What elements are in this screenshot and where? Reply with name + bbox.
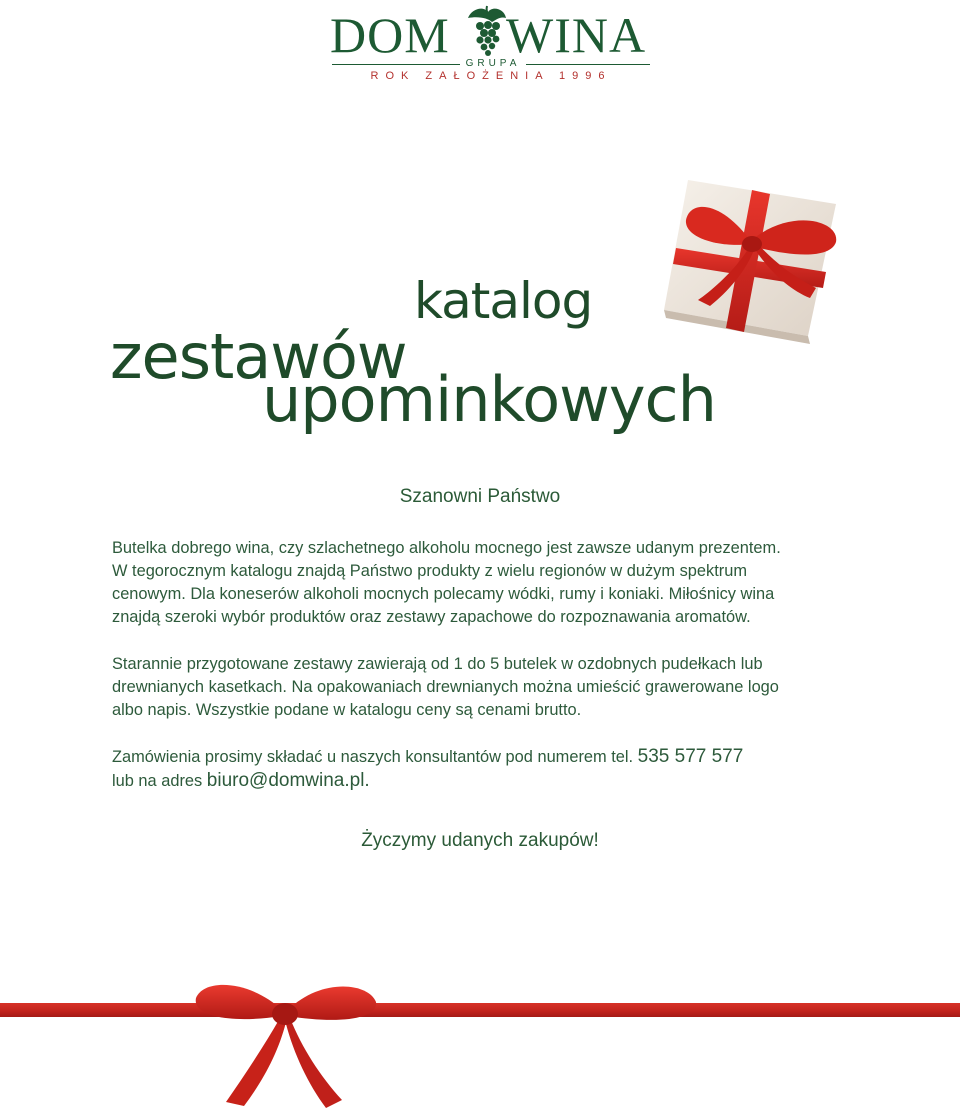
contact-text-email-prefix: lub na adres <box>112 772 207 790</box>
bottom-ribbon <box>0 1003 960 1017</box>
grape-leaf-icon <box>462 4 512 60</box>
title-line-zestawow: zestawów <box>110 320 407 393</box>
logo-grupa: GRUPA <box>465 58 521 69</box>
red-ribbon-bow-icon <box>190 972 380 1112</box>
closing-wishes: Życzymy udanych zakupów! <box>361 830 599 851</box>
intro-line-4: znajdą szeroki wybór produktów oraz zestawy zapachowe do rozpoznawania aromatów. <box>112 608 751 626</box>
contact-line-2 <box>112 769 872 793</box>
intro-line-2: W tegorocznym katalogu znajdą Państwo produkty z wielu regionów w dużym spektrum <box>112 562 747 580</box>
title-line-upominkowych: upominkowych <box>262 363 716 436</box>
logo-founded: ROK ZAŁOŻENIA 1996 <box>370 70 612 82</box>
phone-number[interactable]: 535 577 577 <box>637 746 744 767</box>
intro-line-1: Butelka dobrego wina, czy szlachetnego alkoholu mocnego jest zawsze udanym prezentem. <box>112 539 781 557</box>
brand-logo <box>330 4 652 82</box>
sets-line-3: albo napis. Wszystkie podane w katalogu ceny są cenami brutto. <box>112 701 582 719</box>
greeting: Szanowni Państwo <box>399 486 561 507</box>
logo-rule-left <box>332 64 460 65</box>
email-link[interactable]: biuro@domwina.pl. <box>206 770 370 791</box>
logo-word-wina: WINA <box>506 7 647 63</box>
intro-paragraph <box>112 537 872 629</box>
gift-box-icon <box>640 160 860 350</box>
sets-paragraph <box>112 653 872 722</box>
sets-line-2: drewnianych kasetkach. Na opakowaniach drewnianych można umieścić grawerowane logo <box>112 678 779 696</box>
logo-rule-right <box>526 64 650 65</box>
sets-line-1: Starannie przygotowane zestawy zawierają od 1 do 5 butelek w ozdobnych pudełkach lub <box>112 655 763 673</box>
logo-word-dom: DOM <box>330 7 450 63</box>
contact-paragraph <box>112 745 872 793</box>
contact-line-1 <box>112 745 872 769</box>
contact-text-phone-prefix: Zamówienia prosimy składać u naszych konsultantów pod numerem tel. <box>112 748 638 766</box>
intro-line-3: cenowym. Dla koneserów alkoholi mocnych polecamy wódki, rumy i koniaki. Miłośnicy wina <box>112 585 775 603</box>
title-line-katalog: katalog <box>414 272 593 330</box>
